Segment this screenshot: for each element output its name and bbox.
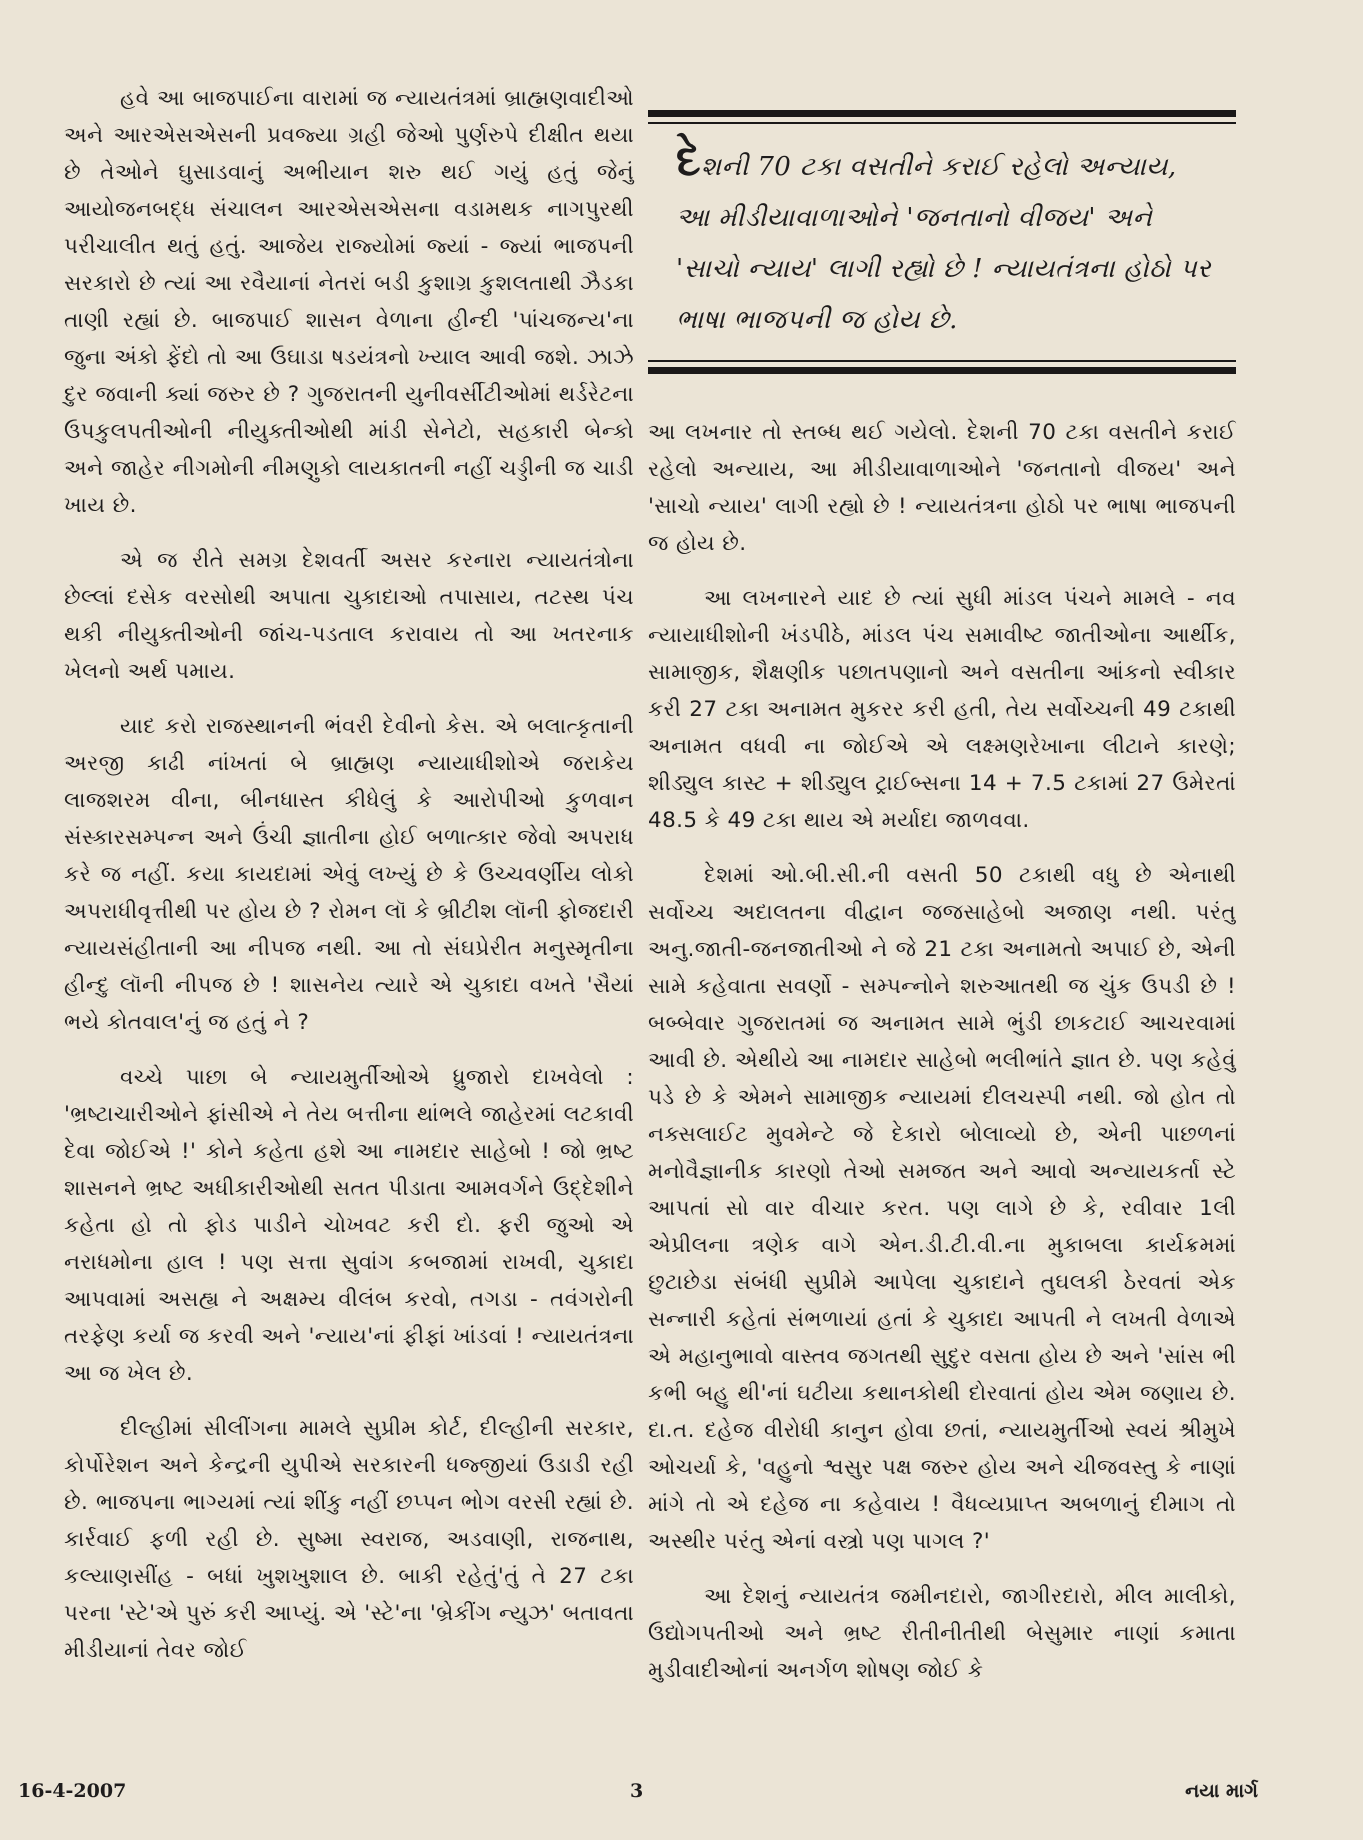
- pull-quote-drop-cap: દે: [676, 135, 701, 186]
- issue-date: 16-4-2007: [18, 1780, 127, 1802]
- pull-quote-bottom-thin-rule: [648, 360, 1236, 362]
- paragraph: યાદ કરો રાજસ્થાનની ભંવરી દેવીનો કેસ. એ બલાત્કૃતાની અરજી કાઢી નાંખતાં બે બ્રાહ્મણ ન્યાયાધીશોએ જરાકેય લાજશરમ વીના, બીનધાસ્ત કીધેલું કે આરોપીઓ કુળવાન સંસ્કારસમ્પન્ન અને ઉંચી જ્ઞાતીના હોઈ બળાત્કાર જેવો અપરાધ કરે જ નહીં. કયા કાયદામાં એવું લખ્યું છે કે ઉચ્ચવર્ણીય લોકો અપરાધીવૃત્તીથી પર હોય છે ? રોમન લૉ કે બ્રીટીશ લૉની ફોજદારી ન્યાયસંહીતાની આ નીપજ નથી. આ તો સંઘપ્રેરીત મનુસ્મૃતીના હીન્દુ લૉની નીપજ છે ! શાસનેય ત્યારે એ ચુકાદા વખતે 'સૈયાં ભયે કોતવાલ'નું જ હતું ને ?: [64, 714, 634, 1035]
- paragraph: એ જ રીતે સમગ્ર દેશવર્તી અસર કરનારા ન્યાયતંત્રોના છેલ્લાં દસેક વરસોથી અપાતા ચુકાદાઓ તપાસાય, તટસ્થ પંચ થકી નીયુક્તીઓની જાંચ-પડતાલ કરાવાય તો આ ખતરનાક ખેલનો અર્થ પમાય.: [64, 548, 634, 684]
- pull-quote-top-rule: [648, 110, 1236, 117]
- magazine-name: નયા માર્ગ: [1185, 1780, 1258, 1802]
- pull-quote: [648, 80, 1236, 398]
- page-footer: [18, 1780, 1258, 1810]
- paragraph: આ લખનાર તો સ્તબ્ધ થઈ ગયેલો. દેશની 70 ટકા વસતીને કરાઈ રહેલો અન્યાય, આ મીડીયાવાળાઓને 'જનતાનો વીજય' અને 'સાચો ન્યાય' લાગી રહ્યો છે ! ન્યાયતંત્રના હોઠો પર ભાષા ભાજપની જ હોય છે.: [648, 420, 1236, 556]
- pull-quote-bottom-rule: [648, 367, 1236, 374]
- paragraph: દેશમાં ઓ.બી.સી.ની વસતી 50 ટકાથી વધુ છે એનાથી સર્વોચ્ચ અદાલતના વીદ્વાન જજસાહેબો અજાણ નથી. પરંતુ અનુ.જાતી-જનજાતીઓ ને જે 21 ટકા અનામતો અપાઈ છે, એની સામે કહેવાતા સવર્ણો - સમ્પન્નોને શરુઆતથી જ ચુંક ઉપડી છે ! બબ્બેવાર ગુજરાતમાં જ અનામત સામે ભુંડી છાકટાઈ આચરવામાં આવી છે. એથીયે આ નામદાર સાહેબો ભલીભાંતે જ્ઞાત છે. પણ કહેવું પડે છે કે એમને સામાજીક ન્યાયમાં દીલચસ્પી નથી. જો હોત તો નક્સલાઈટ મુવમેન્ટે જે દેકારો બોલાવ્યો છે, એની પાછળનાં મનોવૈજ્ઞાનીક કારણો તેઓ સમજત અને આવો અન્યાયકર્તા સ્ટે આપતાં સો વાર વીચાર કરત. પણ લાગે છે કે, રવીવાર 1લી એપ્રીલના ત્રણેક વાગે એન.ડી.ટી.વી.ના મુકાબલા કાર્યક્રમમાં છુટાછેડા સંબંધી સુપ્રીમે આપેલા ચુકાદાને તુઘલકી ઠેરવતાં એક સન્નારી કહેતાં સંભળાયાં હતાં કે ચુકાદા આપતી ને લખતી વેળાએ એ મહાનુભાવો વાસ્તવ જગતથી સુદુર વસતા હોય છે અને 'સાંસ ભી કભી બહુ થી'નાં ઘટીયા કથાનકોથી દોરવાતાં હોય એમ જણાય છે. દા.ત. દહેજ વીરોધી કાનુન હોવા છતાં, ન્યાયમુર્તીઓ સ્વયં શ્રીમુખે ઓચર્યા કે, 'વહુનો શ્વસુર પક્ષ જરુર હોય અને ચીજવસ્તુ કે નાણાં માંગે તો એ દહેજ ના કહેવાય ! વૈધવ્યપ્રાપ્ત અબળાનું દીમાગ તો અસ્થીર પરંતુ એનાં વસ્ત્રો પણ પાગલ ?': [648, 863, 1236, 1554]
- pull-quote-top-thin-rule: [648, 122, 1236, 124]
- paragraph: આ લખનારને યાદ છે ત્યાં સુધી માંડલ પંચને મામલે - નવ ન્યાયાધીશોની ખંડપીઠે, માંડલ પંચ સમાવીષ્ટ જાતીઓના આર્થીક, સામાજીક, શૈક્ષણીક પછાતપણાનો અને વસતીના આંકનો સ્વીકાર કરી 27 ટકા અનામત મુકરર કરી હતી, તેય સર્વોચ્ચની 49 ટકાથી અનામત વધવી ના જોઈએ એ લક્ષ્મણરેખાના લીટાને કારણે; શીડ્યુલ કાસ્ટ + શીડ્યુલ ટ્રાઈબ્સના 14 + 7.5 ટકામાં 27 ઉમેરતાં 48.5 કે 49 ટકા થાય એ મર્યાદા જાળવવા.: [648, 586, 1236, 833]
- paragraph: આ દેશનું ન્યાયતંત્ર જમીનદારો, જાગીરદારો, મીલ માલીકો, ઉદ્યોગપતીઓ અને ભ્રષ્ટ રીતીનીતીથી બેસુમાર નાણાં કમાતા મુડીવાદીઓનાં અનર્ગળ શોષણ જોઈ કે: [648, 1584, 1236, 1683]
- pull-quote-text: [676, 135, 1218, 346]
- right-column: [648, 80, 1236, 1707]
- paragraph: હવે આ બાજપાઈના વારામાં જ ન્યાયતંત્રમાં બ્રાહ્મણવાદીઓ અને આરએસએસની પ્રવજ્યા ગ્રહી જેઓ પુર્ણરુપે દીક્ષીત થયા છે તેઓને ઘુસાડવાનું અભીયાન શરુ થઈ ગયું હતું જેનું આયોજનબદ્ધ સંચાલન આરએસએસના વડામથક નાગપુરથી પરીચાલીત થતું હતું. આજેય રાજ્યોમાં જ્યાં - જ્યાં ભાજપની સરકારો છે ત્યાં આ રવૈયાનાં નેતરાં બડી કુશાગ્ર કુશલતાથી ઝૈડકા તાણી રહ્યાં છે. બાજપાઈ શાસન વેળાના હીન્દી 'પાંચજન્ય'ના જુના અંકો ફેંદો તો આ ઉઘાડા ષડયંત્રનો ખ્યાલ આવી જશે. ઝાઝે દુર જવાની ક્યાં જરુર છે ? ગુજરાતની યુનીવર્સીટીઓમાં થર્ડરેટના ઉપકુલપતીઓની નીયુક્તીઓથી માંડી સેનેટો, સહકારી બેન્કો અને જાહેર નીગમોની નીમણુકો લાયકાતની નહીં ચડ્ડીની જ ચાડી ખાય છે.: [64, 86, 634, 518]
- paragraph: વચ્ચે પાછા બે ન્યાયમુર્તીઓએ ધ્રુજારો દાખવેલો : 'ભ્રષ્ટાચારીઓને ફાંસીએ ને તેય બત્તીના થાંભલે જાહેરમાં લટકાવી દેવા જોઈએ !' કોને કહેતા હશે આ નામદાર સાહેબો ! જો ભ્રષ્ટ શાસનને ભ્રષ્ટ અધીકારીઓથી સતત પીડાતા આમવર્ગને ઉદ્દેશીને કહેતા હો તો ફોડ પાડીને ચોખવટ કરી દો. ફરી જુઓ એ નરાધમોના હાલ ! પણ સત્તા સુવાંગ કબજામાં રાખવી, ચુકાદા આપવામાં અસહ્ય ને અક્ષમ્ય વીલંબ કરવો, તગડા - તવંગરોની તરફેણ કર્યા જ કરવી અને 'ન્યાય'નાં ફીફાં ખાંડવાં ! ન્યાયતંત્રના આ જ ખેલ છે.: [64, 1065, 634, 1386]
- paragraph: દીલ્હીમાં સીલીંગના મામલે સુપ્રીમ કોર્ટ, દીલ્હીની સરકાર, કોર્પોરેશન અને કેન્દ્રની યુપીએ સરકારની ધજ્જીયાં ઉડાડી રહી છે. ભાજપના ભાગ્યમાં ત્યાં શીંકુ નહીં છપ્પન ભોગ વરસી રહ્યાં છે. કાર્રવાઈ ફળી રહી છે. સુષ્મા સ્વરાજ, અડવાણી, રાજનાથ, કલ્યાણસીંહ - બધાં ખુશખુશાલ છે. બાકી રહેતું'તું તે 27 ટકા પરના 'સ્ટે'એ પુરું કરી આપ્યું. એ 'સ્ટે'ના 'બ્રેકીંગ ન્યુઝ' બતાવતા મીડીયાનાં તેવર જોઈ: [64, 1416, 634, 1663]
- left-column: [64, 80, 634, 1687]
- page-number: 3: [630, 1780, 644, 1802]
- pull-quote-body: શની 70 ટકા વસતીને કરાઈ રહેલો અન્યાય, આ મીડીયાવાળાઓને 'જનતાનો વીજય' અને 'સાચો ન્યાય' લાગી રહ્યો છે ! ન્યાયતંત્રના હોઠો પર ભાષા ભાજપની જ હોય છે.: [676, 152, 1211, 335]
